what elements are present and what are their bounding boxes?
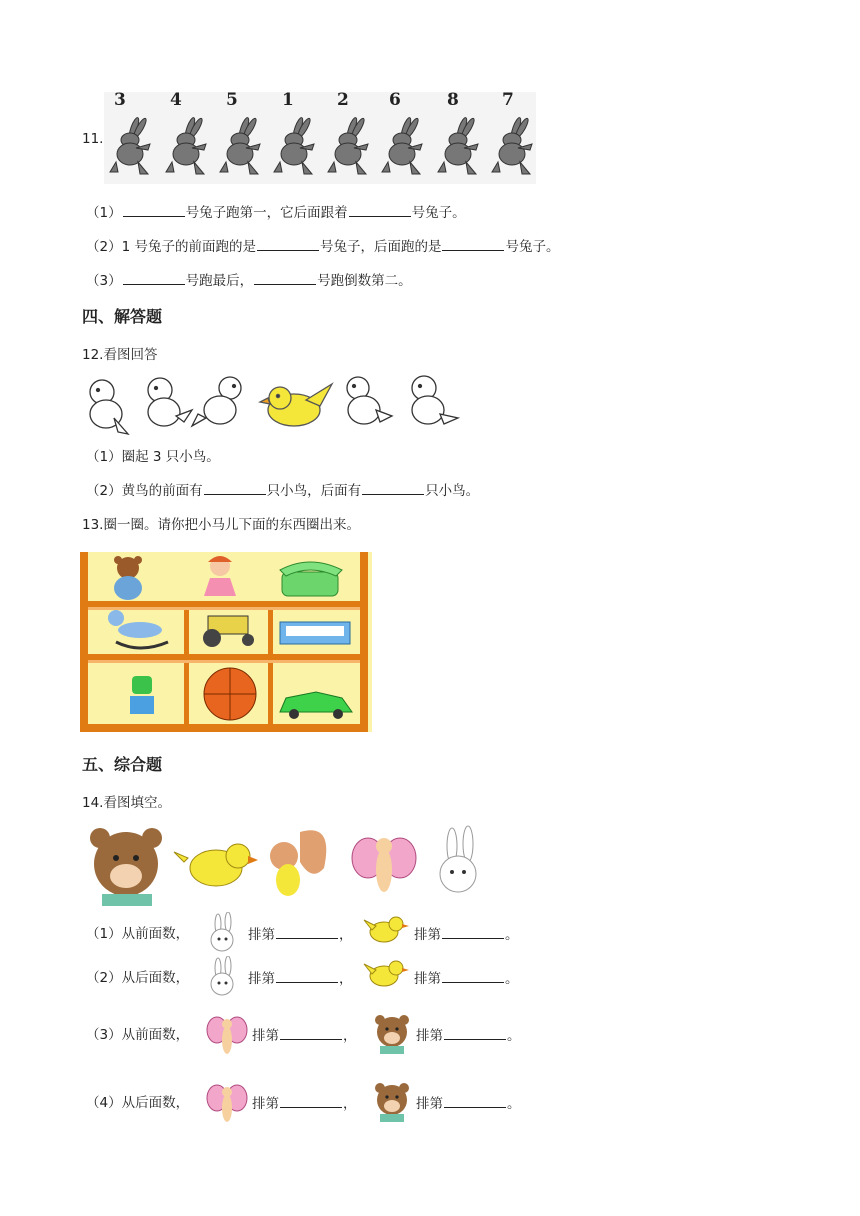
q14-row-4-end bbox=[416, 1094, 521, 1113]
text: （4）从后面数， bbox=[86, 1095, 190, 1111]
rabbit-number: 5 bbox=[226, 90, 238, 110]
rabbit-icon bbox=[204, 956, 244, 996]
q12-title: 12.看图回答 bbox=[82, 347, 158, 363]
answer-blank[interactable] bbox=[276, 969, 338, 983]
bear-icon bbox=[372, 1012, 412, 1056]
answer-blank[interactable] bbox=[123, 271, 185, 285]
birds-image bbox=[80, 374, 470, 440]
text: 。 bbox=[505, 971, 519, 987]
rabbit-number: 2 bbox=[337, 90, 349, 110]
text: 。 bbox=[505, 927, 519, 943]
text: 排第 bbox=[252, 1028, 279, 1044]
rabbit-icon bbox=[434, 114, 484, 178]
answer-blank[interactable] bbox=[444, 1026, 506, 1040]
rabbit-number: 7 bbox=[502, 90, 514, 110]
answer-blank[interactable] bbox=[254, 271, 316, 285]
text: 排第 bbox=[416, 1028, 443, 1044]
text: 号跑倒数第二。 bbox=[317, 273, 412, 289]
q12-line-1: （1）圈起 3 只小鸟。 bbox=[86, 449, 220, 465]
q14-row-4-mid bbox=[252, 1094, 357, 1113]
rabbit-icon bbox=[106, 114, 156, 178]
bear-icon bbox=[90, 828, 162, 906]
answer-blank[interactable] bbox=[349, 203, 411, 217]
white-bird-icon bbox=[90, 380, 128, 434]
q14-row-1 bbox=[86, 925, 189, 943]
q14-row-1-mid bbox=[248, 925, 353, 944]
text: 排第 bbox=[248, 971, 275, 987]
butterfly-icon bbox=[206, 1012, 248, 1058]
rabbit-row-image bbox=[104, 92, 536, 184]
answer-blank[interactable] bbox=[257, 237, 319, 251]
rabbit-icon bbox=[324, 114, 374, 178]
yellow-bird-icon bbox=[362, 954, 410, 994]
text: 。 bbox=[507, 1096, 521, 1112]
rabbit-number: 6 bbox=[389, 90, 401, 110]
section-title: 四、解答题 bbox=[82, 307, 163, 326]
answer-blank[interactable] bbox=[444, 1094, 506, 1108]
text: ， bbox=[339, 927, 353, 943]
q11-line-1 bbox=[86, 203, 466, 222]
toy-piano-icon bbox=[280, 622, 350, 644]
text: ， bbox=[343, 1028, 357, 1044]
q13-title: 13.圈一圈。请你把小马儿下面的东西圈出来。 bbox=[82, 517, 360, 533]
rabbit-icon bbox=[488, 114, 538, 178]
q14-row-2-end bbox=[414, 969, 519, 988]
rabbit-icon bbox=[162, 114, 212, 178]
yellow-bird-icon bbox=[260, 384, 332, 426]
basketball-icon bbox=[204, 668, 256, 720]
rabbit-number: 4 bbox=[170, 90, 182, 110]
telephone-icon bbox=[280, 562, 342, 596]
answer-blank[interactable] bbox=[280, 1094, 342, 1108]
text: 排第 bbox=[414, 971, 441, 987]
rabbit-icon bbox=[378, 114, 428, 178]
answer-blank[interactable] bbox=[276, 925, 338, 939]
text: 只小鸟，后面有 bbox=[266, 483, 362, 499]
answer-blank[interactable] bbox=[442, 237, 504, 251]
rabbit-number: 8 bbox=[447, 90, 459, 110]
q11-label: 11. bbox=[82, 131, 104, 147]
butterfly-icon bbox=[206, 1080, 248, 1126]
text: （2）从后面数， bbox=[86, 970, 190, 986]
section-title: 五、综合题 bbox=[82, 755, 163, 774]
squirrel-icon bbox=[270, 830, 326, 896]
text: 号兔子。 bbox=[411, 205, 466, 221]
text: 号兔子跑第一，它后面跟着 bbox=[185, 205, 348, 221]
toy-shelf-image bbox=[80, 552, 372, 732]
bear-icon bbox=[372, 1080, 412, 1124]
text: 。 bbox=[507, 1028, 521, 1044]
rabbit-number: 3 bbox=[114, 90, 126, 110]
text: （1）从前面数， bbox=[86, 926, 190, 942]
white-bird-icon bbox=[192, 377, 241, 426]
yellow-bird-icon bbox=[362, 910, 410, 950]
q14-row-2 bbox=[86, 969, 189, 987]
q14-row-1-end bbox=[414, 925, 519, 944]
text: （3）从前面数， bbox=[86, 1027, 190, 1043]
text: （3） bbox=[86, 273, 122, 289]
q14-row-2-mid bbox=[248, 969, 353, 988]
text: 只小鸟。 bbox=[425, 483, 480, 499]
text: 排第 bbox=[416, 1096, 443, 1112]
rabbit-icon bbox=[216, 114, 266, 178]
animals-image bbox=[84, 822, 494, 908]
yellow-bird-icon bbox=[174, 844, 258, 886]
text: 排第 bbox=[252, 1096, 279, 1112]
text: 排第 bbox=[248, 927, 275, 943]
text: 号兔子，后面跑的是 bbox=[319, 239, 442, 255]
rabbit-icon bbox=[270, 114, 320, 178]
answer-blank[interactable] bbox=[204, 481, 266, 495]
butterfly-icon bbox=[352, 838, 416, 892]
text: ， bbox=[343, 1096, 357, 1112]
q14-row-3-mid bbox=[252, 1026, 357, 1045]
q14-row-3-end bbox=[416, 1026, 521, 1045]
rabbit-icon bbox=[440, 826, 476, 892]
rabbit-number: 1 bbox=[282, 90, 294, 110]
white-bird-icon bbox=[347, 377, 392, 424]
text: 排第 bbox=[414, 927, 441, 943]
text: （2）黄鸟的前面有 bbox=[86, 483, 203, 499]
answer-blank[interactable] bbox=[442, 969, 504, 983]
q14-row-4 bbox=[86, 1094, 189, 1112]
text: （1） bbox=[86, 205, 122, 221]
text: （2）1 号兔子的前面跑的是 bbox=[86, 239, 256, 255]
text: 号兔子。 bbox=[505, 239, 560, 255]
answer-blank[interactable] bbox=[280, 1026, 342, 1040]
rabbit-icon bbox=[204, 912, 244, 952]
q11-line-3 bbox=[86, 271, 412, 290]
q14-title: 14.看图填空。 bbox=[82, 795, 171, 811]
answer-blank[interactable] bbox=[442, 925, 504, 939]
q14-row-3 bbox=[86, 1026, 189, 1044]
q11-line-2 bbox=[86, 237, 559, 256]
answer-blank[interactable] bbox=[123, 203, 185, 217]
answer-blank[interactable] bbox=[362, 481, 424, 495]
text: ， bbox=[339, 971, 353, 987]
white-bird-icon bbox=[148, 378, 192, 426]
text: 号跑最后， bbox=[185, 273, 254, 289]
q12-line-2 bbox=[86, 481, 479, 500]
white-bird-icon bbox=[412, 376, 458, 424]
